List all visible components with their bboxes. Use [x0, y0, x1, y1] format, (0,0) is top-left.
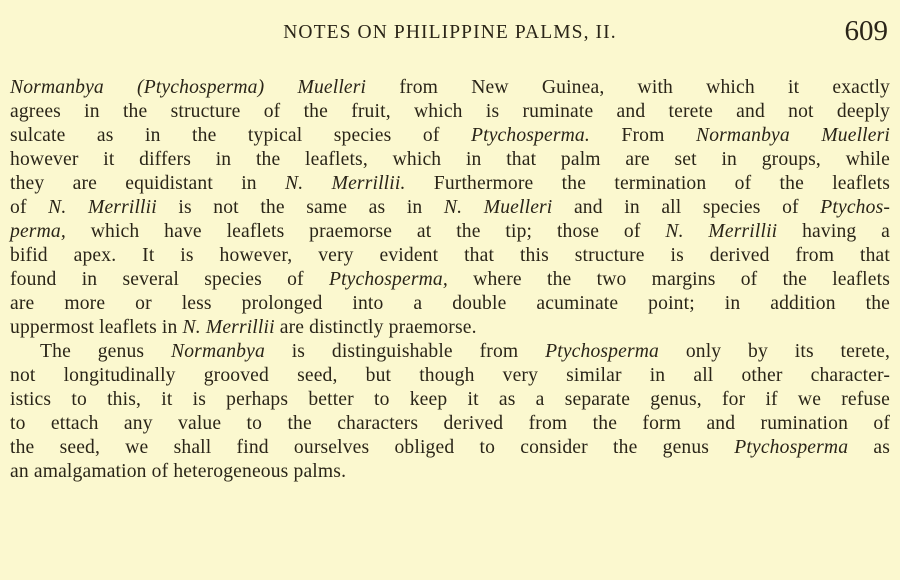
paragraph-1 — [10, 76, 890, 340]
text-line — [10, 196, 890, 220]
italic-run: perma, — [10, 221, 66, 242]
text-run: only by its terete, — [659, 341, 890, 362]
body-text — [10, 76, 890, 484]
text-run: From — [589, 125, 696, 146]
italic-run: Ptychos- — [820, 197, 891, 218]
page-header — [0, 14, 900, 54]
text-line — [10, 100, 890, 124]
text-line — [10, 436, 890, 460]
text-line — [10, 292, 890, 316]
text-line — [10, 220, 890, 244]
text-line — [10, 76, 890, 100]
italic-run: N. Merrillii — [665, 221, 778, 242]
text-line — [10, 148, 890, 172]
text-run: to ettach any value to the characters derived from the form and rumination of — [10, 413, 890, 434]
text-run: where the two margins of the leaflets — [447, 269, 890, 290]
italic-run: N. Merrillii. — [285, 173, 406, 194]
text-line — [10, 316, 890, 340]
text-line — [10, 268, 890, 292]
text-run: found in several species of — [10, 269, 329, 290]
text-run: as — [848, 437, 890, 458]
text-run: agrees in the structure of the fruit, which is ruminate and terete and not deeply — [10, 101, 890, 122]
text-run: The genus — [40, 341, 172, 362]
text-run: not longitudinally grooved seed, but though very similar in all other character- — [10, 365, 890, 386]
text-line — [10, 412, 890, 436]
italic-run: Ptychosperma, — [328, 269, 448, 290]
italic-run: N. Merrillii — [48, 197, 157, 218]
paragraph-2 — [10, 340, 890, 484]
italic-run: N. Muelleri — [443, 197, 553, 218]
italic-run: Normanbya — [171, 341, 265, 362]
text-run: having a — [777, 221, 891, 242]
text-run: of — [10, 197, 49, 218]
text-run: an amalgamation of heterogeneous palms. — [10, 461, 347, 482]
text-run: is not the same as in — [156, 197, 444, 218]
text-run: bifid apex. It is however, very evident that this structure is derived from that — [10, 245, 890, 266]
italic-run: Normanbya Muelleri — [695, 125, 890, 146]
text-line — [10, 172, 890, 196]
text-run: istics to this, it is perhaps better to keep it as a separate genus, for if we refuse — [10, 389, 890, 410]
italic-run: N. Merrillii — [182, 317, 275, 338]
text-run: and in all species of — [552, 197, 821, 218]
text-line — [10, 364, 890, 388]
italic-run: Ptychosperma — [734, 437, 849, 458]
text-run: is distinguishable from — [264, 341, 546, 362]
text-run: uppermost leaflets in — [10, 317, 183, 338]
text-run: are more or less prolonged into a double acuminate point; in addition the — [10, 293, 890, 314]
text-run: from New Guinea, with which it exactly — [366, 77, 890, 98]
italic-run: Ptychosperma. — [470, 125, 590, 146]
text-run: Furthermore the termination of the leaflets — [405, 173, 890, 194]
text-run: they are equidistant in — [10, 173, 286, 194]
page-number: 609 — [844, 15, 888, 47]
running-title: NOTES ON PHILIPPINE PALMS, II. — [283, 22, 617, 43]
text-line — [10, 124, 890, 148]
text-run: are distinctly praemorse. — [274, 317, 477, 338]
text-run: the seed, we shall find ourselves obliged to consider the genus — [10, 437, 735, 458]
italic-run: Ptychosperma — [545, 341, 659, 362]
text-line — [10, 460, 890, 484]
text-line — [10, 388, 890, 412]
text-run: however it differs in the leaflets, which in that palm are set in groups, while — [10, 149, 890, 170]
text-line — [10, 244, 890, 268]
text-line — [10, 340, 890, 364]
text-run: sulcate as in the typical species of — [10, 125, 471, 146]
italic-run: Normanbya (Ptychosperma) Muelleri — [10, 77, 367, 98]
text-run: which have leaflets praemorse at the tip; those of — [65, 221, 666, 242]
